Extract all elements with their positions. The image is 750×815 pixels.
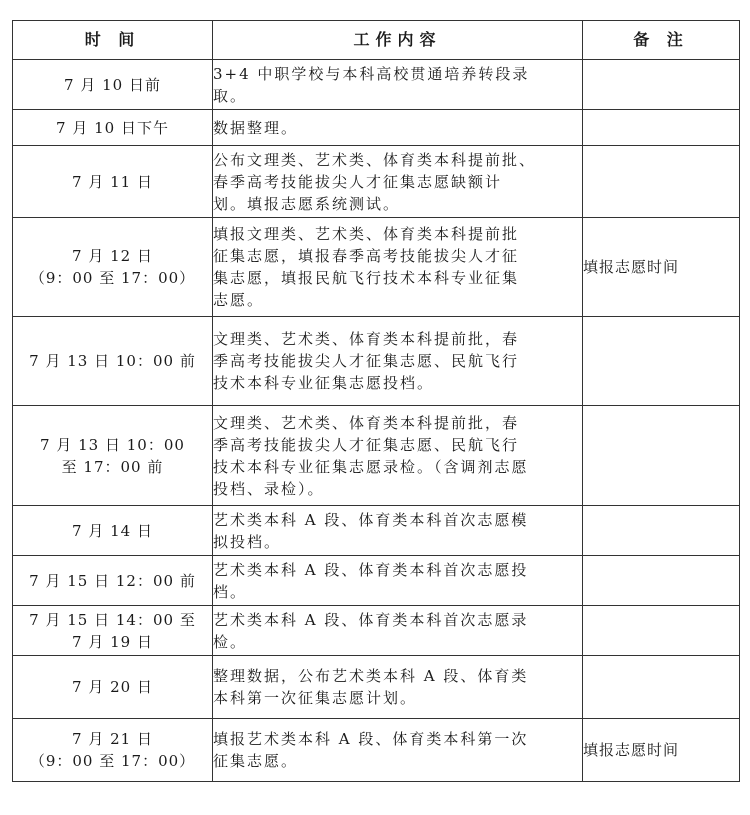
work-text: 季高考技能拔尖人才征集志愿、民航飞行 <box>213 352 520 370</box>
work-text: 3+4 中职学校与本科高校贯通培养转段录 <box>213 64 530 83</box>
time-text: 7 月 14 日 <box>72 521 153 540</box>
time-cell <box>13 146 213 218</box>
work-text: 填报艺术类本科 A 段、体育类本科第一次 <box>213 730 529 748</box>
time-text: 7 月 19 日 <box>72 632 153 651</box>
time-cell <box>13 556 213 606</box>
table-row <box>13 317 740 406</box>
note-text: 填报志愿时间 <box>583 741 680 759</box>
work-text: 数据整理。 <box>213 118 299 137</box>
work-text: 投档、录检）。 <box>213 479 325 498</box>
work-cell <box>213 218 583 317</box>
work-cell <box>213 60 583 110</box>
time-cell <box>13 506 213 556</box>
time-text: 7 月 21 日 <box>72 730 153 748</box>
work-cell <box>213 606 583 656</box>
time-text: 7 月 10 日前 <box>64 75 161 94</box>
work-text: 拟投档。 <box>213 532 282 551</box>
time-text: 7 月 15 日 12：00 前 <box>29 571 196 590</box>
work-cell <box>213 146 583 218</box>
note-cell <box>583 656 740 719</box>
header-time: 时 间 <box>13 21 213 60</box>
work-text: 艺术类本科 A 段、体育类本科首次志愿投 <box>213 560 529 579</box>
work-text: 本科第一次征集志愿计划。 <box>213 689 418 707</box>
work-text: 征集志愿。 <box>213 752 299 770</box>
work-text: 季高考技能拔尖人才征集志愿、民航飞行 <box>213 435 520 454</box>
work-text: 文理类、艺术类、体育类本科提前批，春 <box>213 330 520 348</box>
work-text: 档。 <box>213 582 248 601</box>
work-text: 文理类、艺术类、体育类本科提前批，春 <box>213 413 520 432</box>
work-cell <box>213 656 583 719</box>
schedule-body <box>13 60 740 782</box>
time-text: 7 月 13 日 10：00 <box>40 435 185 454</box>
schedule-table <box>12 20 740 782</box>
note-cell <box>583 146 740 218</box>
table-row <box>13 719 740 782</box>
time-text: 7 月 10 日下午 <box>56 118 169 137</box>
time-text: 7 月 12 日 <box>72 247 153 265</box>
table-row <box>13 556 740 606</box>
time-cell <box>13 656 213 719</box>
time-text: 7 月 20 日 <box>72 678 153 696</box>
table-row <box>13 218 740 317</box>
table-row <box>13 406 740 506</box>
time-text: 至 17：00 前 <box>61 457 164 476</box>
work-cell <box>213 719 583 782</box>
note-cell <box>583 218 740 317</box>
note-text: 填报志愿时间 <box>583 258 680 276</box>
time-text: （9：00 至 17：00） <box>29 752 196 770</box>
time-cell <box>13 719 213 782</box>
work-cell <box>213 406 583 506</box>
table-row <box>13 606 740 656</box>
work-cell <box>213 317 583 406</box>
work-text: 技术本科专业征集志愿录检。（含调剂志愿 <box>213 457 529 476</box>
time-text: （9：00 至 17：00） <box>29 269 196 287</box>
table-row <box>13 506 740 556</box>
note-cell <box>583 110 740 146</box>
header-row <box>13 21 740 60</box>
work-text: 公布文理类、艺术类、体育类本科提前批、 <box>213 150 537 169</box>
note-cell <box>583 506 740 556</box>
table-row <box>13 146 740 218</box>
time-cell <box>13 110 213 146</box>
work-text: 取。 <box>213 86 248 105</box>
time-cell <box>13 218 213 317</box>
note-cell <box>583 406 740 506</box>
table-row <box>13 110 740 146</box>
work-cell <box>213 556 583 606</box>
work-text: 填报文理类、艺术类、体育类本科提前批 <box>213 225 520 243</box>
time-text: 7 月 15 日 14：00 至 <box>29 610 196 629</box>
note-cell <box>583 317 740 406</box>
time-cell <box>13 406 213 506</box>
table-row <box>13 60 740 110</box>
work-text: 志愿。 <box>213 291 265 309</box>
work-text: 技术本科专业征集志愿投档。 <box>213 374 435 392</box>
work-text: 检。 <box>213 632 248 651</box>
note-cell <box>583 719 740 782</box>
time-text: 7 月 11 日 <box>72 172 153 191</box>
work-text: 整理数据，公布艺术类本科 A 段、体育类 <box>213 667 529 685</box>
work-text: 艺术类本科 A 段、体育类本科首次志愿录 <box>213 610 529 629</box>
work-cell <box>213 110 583 146</box>
time-text: 7 月 13 日 10：00 前 <box>29 352 196 370</box>
work-text: 春季高考技能拔尖人才征集志愿缺额计 <box>213 172 503 191</box>
header-note: 备 注 <box>583 21 740 60</box>
note-cell <box>583 556 740 606</box>
time-cell <box>13 317 213 406</box>
table-row <box>13 656 740 719</box>
work-text: 征集志愿，填报春季高考技能拔尖人才征 <box>213 247 520 265</box>
work-text: 划。填报志愿系统测试。 <box>213 194 401 213</box>
time-cell <box>13 606 213 656</box>
work-text: 集志愿，填报民航飞行技术本科专业征集 <box>213 269 520 287</box>
note-cell <box>583 60 740 110</box>
time-cell <box>13 60 213 110</box>
header-work: 工作内容 <box>213 21 583 60</box>
work-cell <box>213 506 583 556</box>
work-text: 艺术类本科 A 段、体育类本科首次志愿模 <box>213 510 529 529</box>
note-cell <box>583 606 740 656</box>
